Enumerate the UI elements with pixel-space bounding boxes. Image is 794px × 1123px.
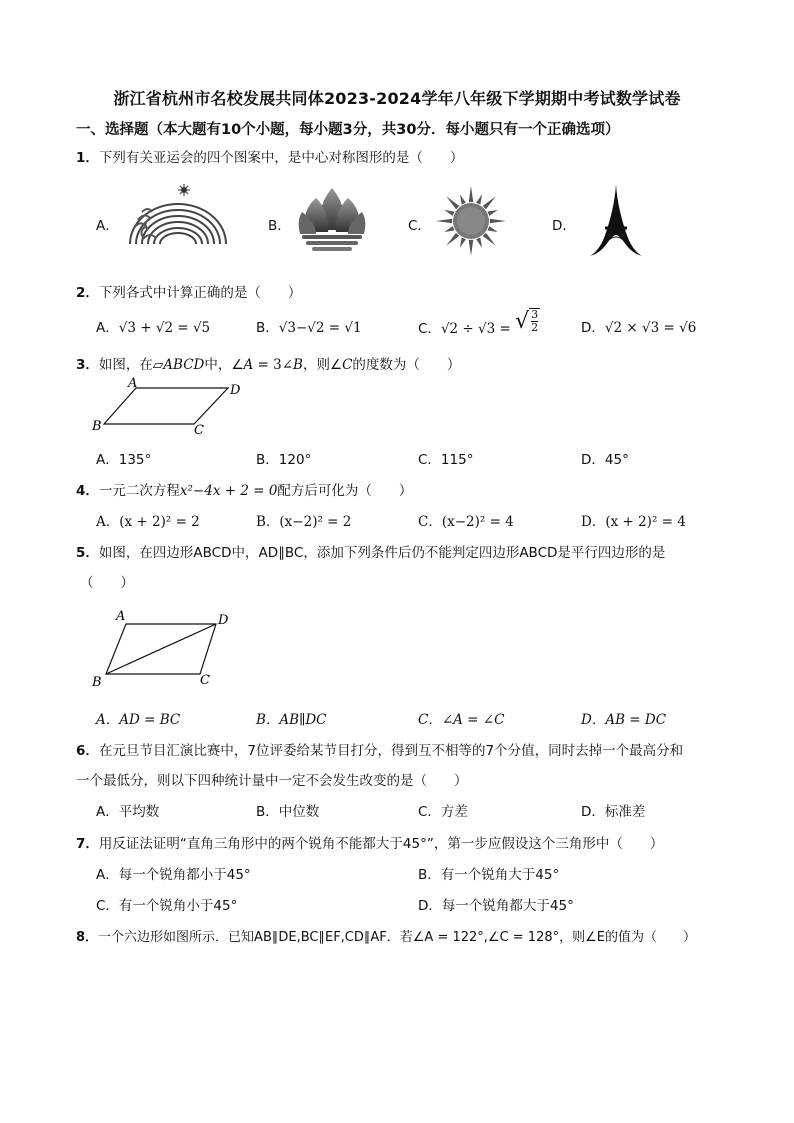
question-6: 6．在元旦节目汇演比赛中，7位评委给某节目打分，得到互不相等的7个分值，同时去掉一个最高分和 [76, 743, 684, 759]
question-4: 4．一元二次方程x²−4x + 2 = 0配方后可化为（ ） [76, 483, 413, 499]
q6-option-b: B．中位数 [256, 804, 320, 820]
q7-option-a: A．每一个锐角都小于45° [96, 867, 251, 883]
q7-option-d: D．每一个锐角都大于45° [418, 898, 574, 914]
q3-parallelogram-figure [90, 376, 250, 436]
q5-option-b: B．AB∥DC [256, 712, 327, 728]
q3-option-b: B．120° [256, 452, 312, 468]
q4-option-c: C．(x−2)² = 4 [418, 514, 514, 530]
sun-emblem-icon [434, 184, 508, 258]
q1-option-d-label: D． [552, 218, 576, 234]
q6-option-a: A．平均数 [96, 804, 160, 820]
q5-label-d: D [218, 613, 229, 628]
q3-label-c: C [194, 423, 204, 438]
tower-emblem-icon [588, 182, 644, 258]
q5-label-a: A [116, 609, 126, 624]
q5-quadrilateral-figure [90, 604, 240, 690]
q6-option-c: C．方差 [418, 804, 468, 820]
question-1: 1．下列有关亚运会的四个图案中，是中心对称图形的是（ ） [76, 150, 464, 166]
q4-option-d: D．(x + 2)² = 4 [581, 514, 686, 530]
q3-label-d: D [230, 383, 241, 398]
question-5-paren: （ ） [80, 575, 134, 591]
q5-label-b: B [92, 675, 102, 690]
q3-label-b: B [92, 419, 102, 434]
q2-option-a: A．√3 + √2 = √5 [96, 320, 211, 336]
q1-option-c-label: C． [408, 218, 431, 234]
q5-option-c: C．∠A = ∠C [418, 712, 505, 728]
question-8: 8．一个六边形如图所示．已知AB∥DE,BC∥EF,CD∥AF．若∠A = 122°,∠C = 128°，则∠E的值为（ ） [76, 930, 696, 945]
question-5: 5．如图，在四边形ABCD中，AD∥BC，添加下列条件后仍不能判定四边形ABCD是平行四边形的是 [76, 545, 666, 561]
q1-option-a-label: A． [96, 218, 119, 234]
section-heading: 一、选择题（本大题有10个小题，每小题3分，共30分．每小题只有一个正确选项） [76, 122, 620, 138]
q3-label-a: A [128, 376, 138, 391]
q2-option-b: B．√3−√2 = √1 [256, 320, 362, 336]
q2-option-c: C．√2 ÷ √3 = √ $\frac{3}{2}$ [418, 308, 539, 337]
question-7: 7．用反证法证明“直角三角形中的两个锐角不能都大于45°”，第一步应假设这个三角形中（ ） [76, 836, 664, 852]
question-2: 2．下列各式中计算正确的是（ ） [76, 285, 302, 301]
q2-option-d: D．√2 × √3 = √6 [581, 320, 697, 336]
rainbow-bridge-emblem-icon [122, 184, 232, 250]
q4-option-a: A．(x + 2)² = 2 [96, 514, 200, 530]
question-6-line2: 一个最低分，则以下四种统计量中一定不会发生改变的是（ ） [76, 773, 468, 789]
page-title: 浙江省杭州市名校发展共同体2023-2024学年八年级下学期期中考试数学试卷 [113, 89, 681, 108]
lotus-emblem-icon [296, 186, 368, 254]
q5-option-a: A．AD = BC [96, 712, 181, 728]
q1-option-b-label: B． [268, 218, 291, 234]
q5-label-c: C [200, 673, 210, 688]
q7-option-b: B．有一个锐角大于45° [418, 867, 560, 883]
question-3: 3．如图，在▱ABCD中，∠A = 3∠B，则∠C的度数为（ ） [76, 357, 461, 373]
q7-option-c: C．有一个锐角小于45° [96, 898, 238, 914]
q3-option-a: A．135° [96, 452, 152, 468]
q4-option-b: B．(x−2)² = 2 [256, 514, 352, 530]
q5-option-d: D．AB = DC [581, 712, 667, 728]
q3-option-c: C．115° [418, 452, 474, 468]
q6-option-d: D．标准差 [581, 804, 646, 820]
q3-option-d: D．45° [581, 452, 629, 468]
